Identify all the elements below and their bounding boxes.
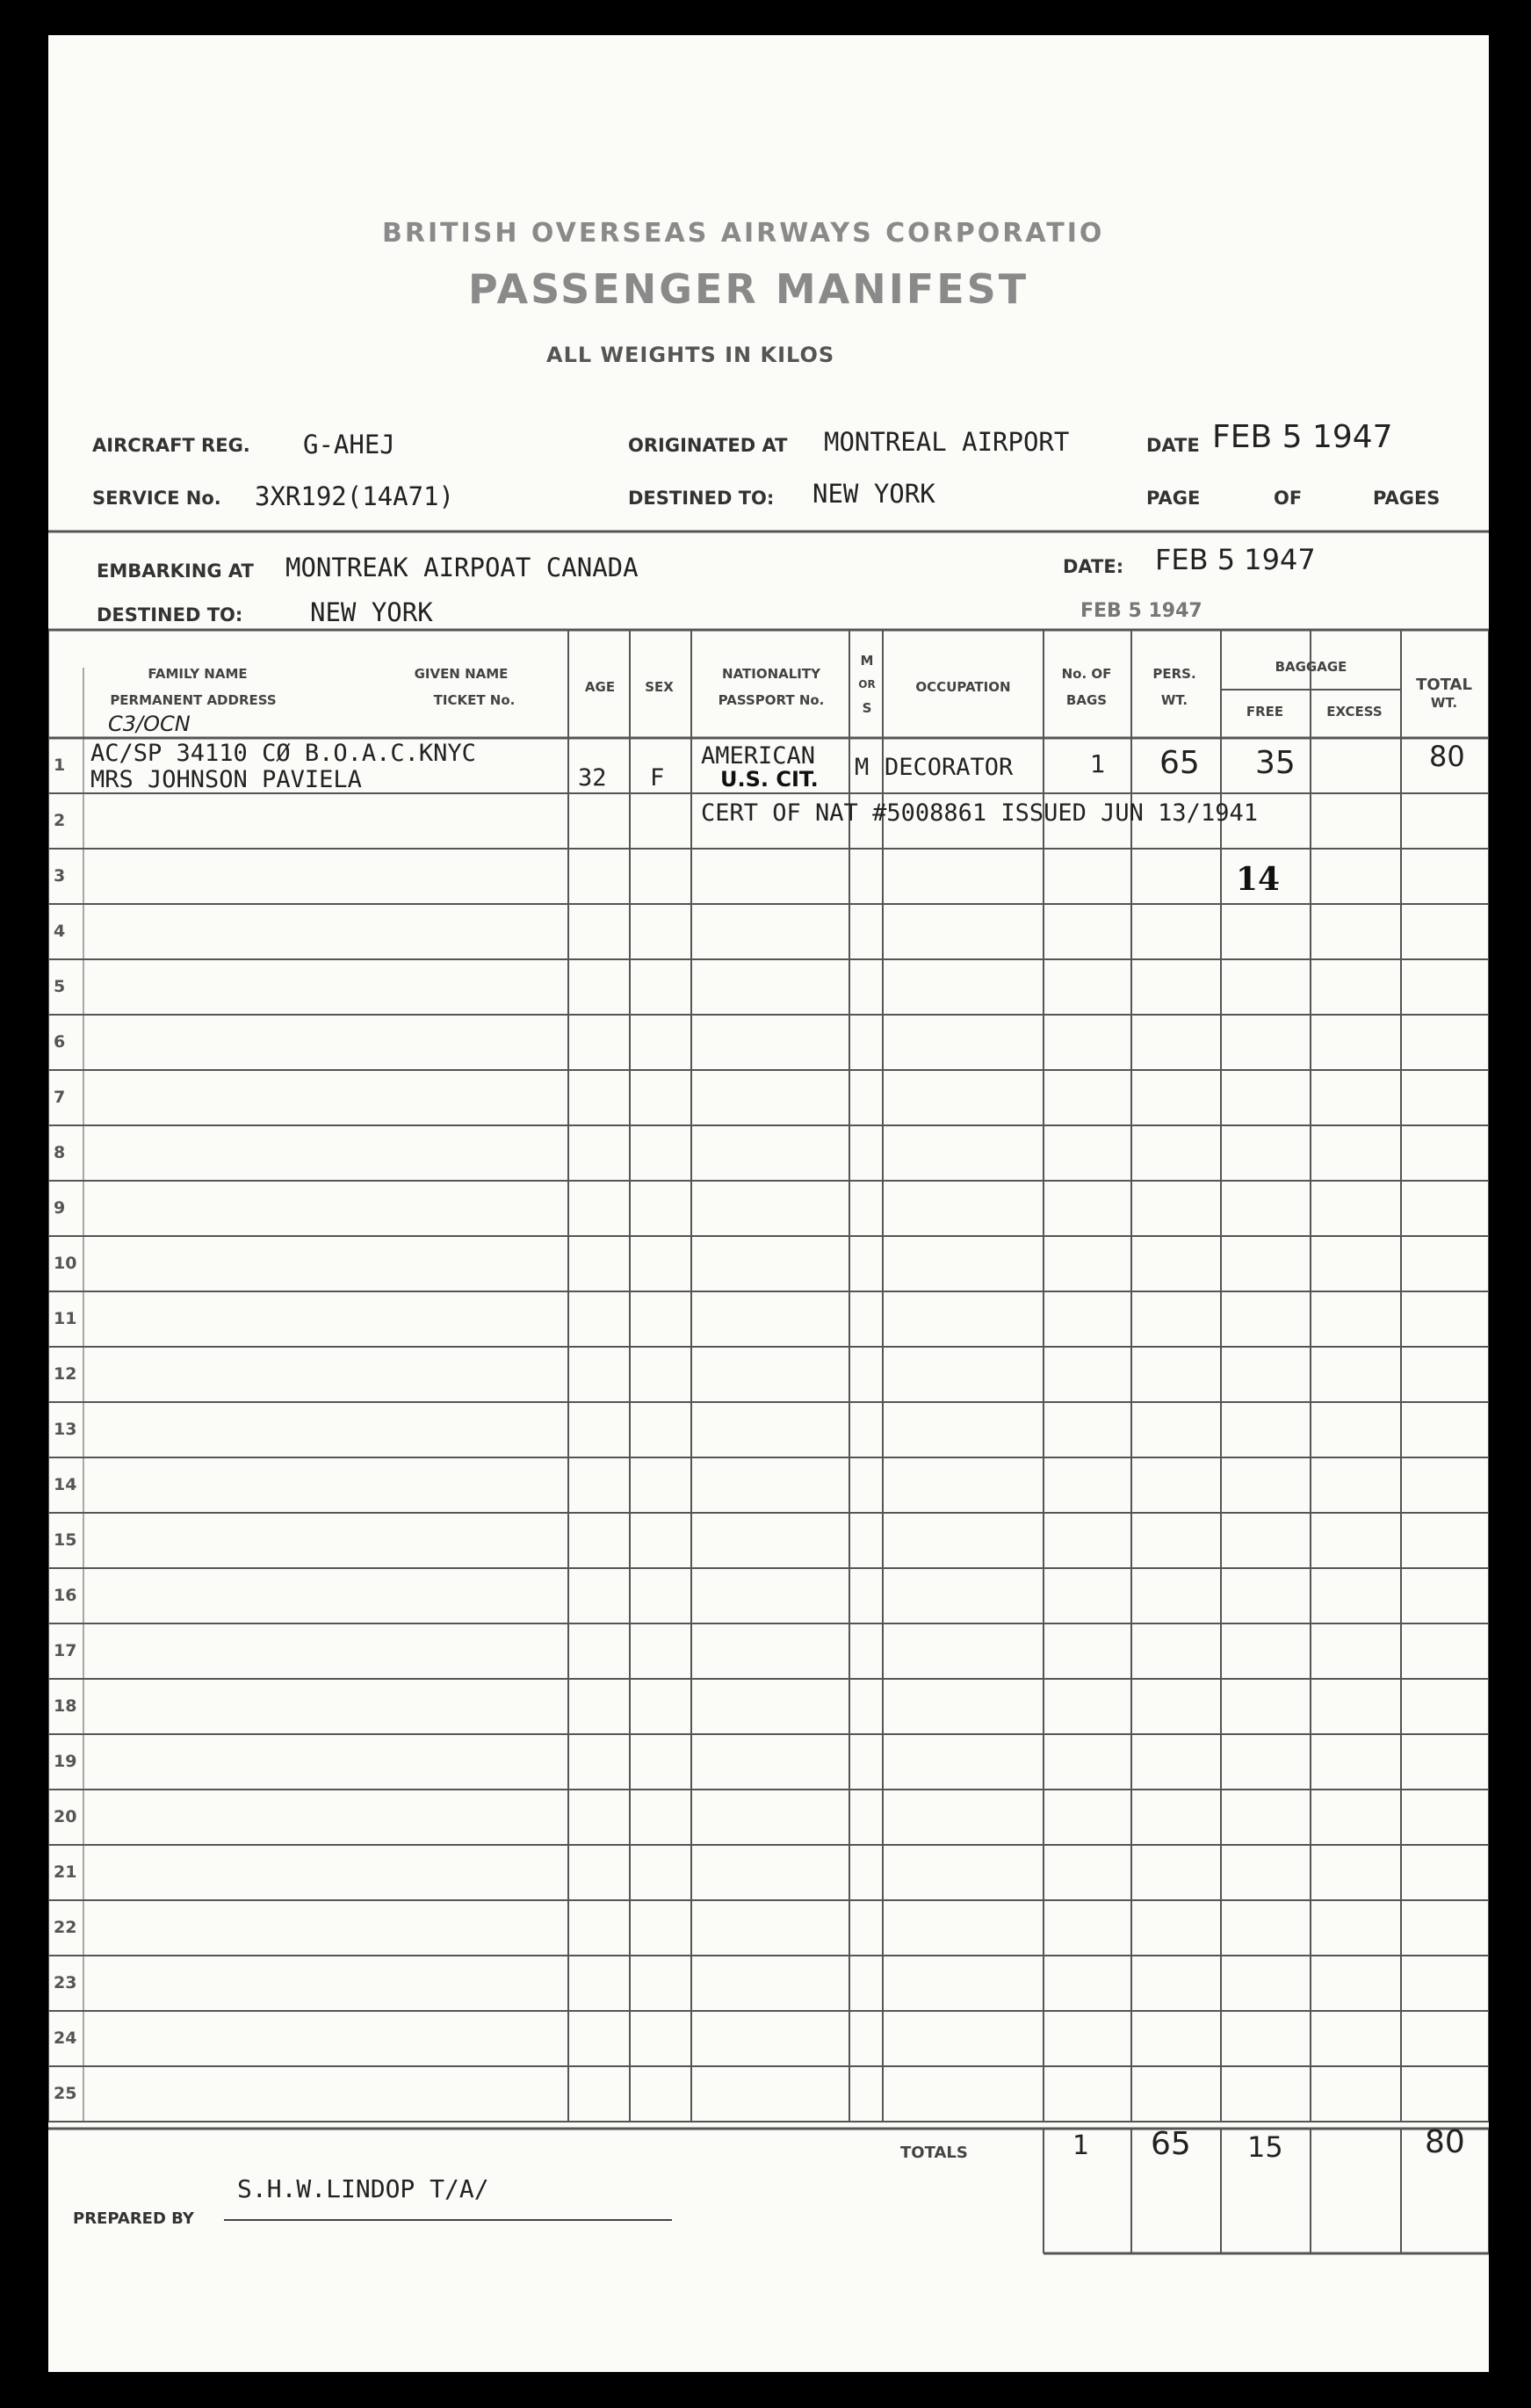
col-no-of: No. OF <box>1061 666 1112 682</box>
manifest-grid <box>48 35 1489 2372</box>
row-number: 4 <box>54 922 66 941</box>
row-number: 15 <box>54 1530 77 1550</box>
manifest-sheet <box>48 35 1489 2372</box>
col-age: AGE <box>584 679 616 695</box>
date-value: FEB 5 1947 <box>1212 419 1393 455</box>
page-title: PASSENGER MANIFEST <box>468 265 1029 313</box>
row-number: 11 <box>54 1309 77 1328</box>
embarking-value: MONTREAK AIRPOAT CANADA <box>285 553 639 582</box>
embark-destined-value: NEW YORK <box>310 597 433 627</box>
row-number: 1 <box>54 756 66 775</box>
col-pers: PERS. <box>1152 666 1196 682</box>
embarking-label: EMBARKING AT <box>97 560 254 582</box>
page-label: PAGE <box>1146 488 1201 509</box>
passenger-address: AC/SP 34110 CØ B.O.A.C.KNYC <box>90 740 476 767</box>
col-family-name: FAMILY NAME <box>148 666 248 682</box>
passenger-free-baggage: 35 <box>1255 745 1296 781</box>
row-number: 19 <box>54 1752 77 1771</box>
totals-bags: 1 <box>1072 2130 1090 2161</box>
row-number: 3 <box>54 866 66 886</box>
company-name: BRITISH OVERSEAS AIRWAYS CORPORATIO <box>382 218 1105 249</box>
col-s: S <box>862 700 872 716</box>
of-label: OF <box>1274 488 1303 509</box>
embark-date-value: FEB 5 1947 <box>1155 543 1316 576</box>
passenger-marital: M <box>855 754 870 781</box>
col-permanent-address: PERMANENT ADDRESS <box>110 692 277 708</box>
handwritten-note: C3/OCN <box>108 712 191 736</box>
row-number: 18 <box>54 1696 77 1716</box>
row-number: 14 <box>54 1475 77 1494</box>
col-given-name: GIVEN NAME <box>414 666 509 682</box>
passenger-occupation: DECORATOR <box>885 754 1014 781</box>
totals-label: TOTALS <box>900 2144 968 2162</box>
service-no-label: SERVICE No. <box>92 488 221 509</box>
originated-label: ORIGINATED AT <box>628 435 788 456</box>
passenger-sex: F <box>650 764 665 792</box>
prepared-by-name: S.H.W.LINDOP T/A/ <box>237 2174 489 2203</box>
row-number: 20 <box>54 1807 77 1826</box>
passenger-bags: 1 <box>1090 749 1106 778</box>
col-sex: SEX <box>645 679 674 695</box>
row-number: 6 <box>54 1032 66 1052</box>
row-number: 12 <box>54 1364 77 1384</box>
passport-cert-note: CERT OF NAT #5008861 ISSUED JUN 13/1941 <box>701 799 1258 827</box>
aircraft-reg-label: AIRCRAFT REG. <box>92 435 250 456</box>
passenger-total: 80 <box>1429 740 1465 773</box>
row-number: 22 <box>54 1918 77 1937</box>
embark-date-label: DATE: <box>1063 556 1124 577</box>
col-occupation: OCCUPATION <box>915 679 1011 695</box>
passenger-name: MRS JOHNSON PAVIELA <box>90 766 362 793</box>
passenger-age: 32 <box>578 764 607 792</box>
row-number: 21 <box>54 1862 77 1882</box>
passenger-passport: U.S. CIT. <box>720 767 819 792</box>
row-number: 5 <box>54 977 66 996</box>
signature-line <box>224 2219 672 2221</box>
totals-total: 80 <box>1425 2124 1465 2160</box>
col-or: OR <box>858 678 876 691</box>
col-free: FREE <box>1246 704 1284 720</box>
col-passport-no: PASSPORT No. <box>718 692 825 708</box>
destined-label: DESTINED TO: <box>628 488 775 509</box>
page-subtitle: ALL WEIGHTS IN KILOS <box>546 343 835 367</box>
row-number: 24 <box>54 2028 77 2048</box>
prepared-by-label: PREPARED BY <box>73 2209 194 2228</box>
row-number: 25 <box>54 2084 77 2103</box>
row-number: 17 <box>54 1641 77 1660</box>
row-number: 7 <box>54 1088 66 1107</box>
row-number: 23 <box>54 1973 77 1992</box>
totals-free: 15 <box>1247 2130 1283 2164</box>
passenger-nationality: AMERICAN <box>701 742 816 770</box>
col-baggage: BAGGAGE <box>1275 659 1347 675</box>
date-stamp: FEB 5 1947 <box>1080 600 1202 622</box>
embark-destined-label: DESTINED TO: <box>97 604 243 626</box>
col-pers-wt: WT. <box>1160 692 1188 708</box>
col-nationality: NATIONALITY <box>722 666 820 682</box>
baggage-stamp-14: 14 <box>1236 861 1281 898</box>
row-number: 10 <box>54 1254 77 1273</box>
pages-label: PAGES <box>1373 488 1441 509</box>
row-number: 8 <box>54 1143 66 1162</box>
col-total: TOTAL <box>1416 676 1472 694</box>
col-bags: BAGS <box>1065 692 1108 708</box>
col-total-wt: WT. <box>1430 695 1458 711</box>
row-number: 13 <box>54 1420 77 1439</box>
col-m: M <box>860 653 874 669</box>
destined-value: NEW YORK <box>812 479 935 509</box>
col-excess: EXCESS <box>1326 704 1383 720</box>
row-number: 2 <box>54 811 66 830</box>
row-number: 9 <box>54 1198 66 1218</box>
originated-value: MONTREAL AIRPORT <box>824 427 1070 457</box>
service-no-value: 3XR192(14A71) <box>255 481 454 511</box>
totals-pers-wt: 65 <box>1151 2126 1191 2162</box>
passenger-pers-wt: 65 <box>1159 745 1200 781</box>
row-number: 16 <box>54 1586 77 1605</box>
date-label: DATE <box>1146 435 1200 456</box>
aircraft-reg-value: G-AHEJ <box>303 430 395 459</box>
col-ticket-no: TICKET No. <box>433 692 516 708</box>
